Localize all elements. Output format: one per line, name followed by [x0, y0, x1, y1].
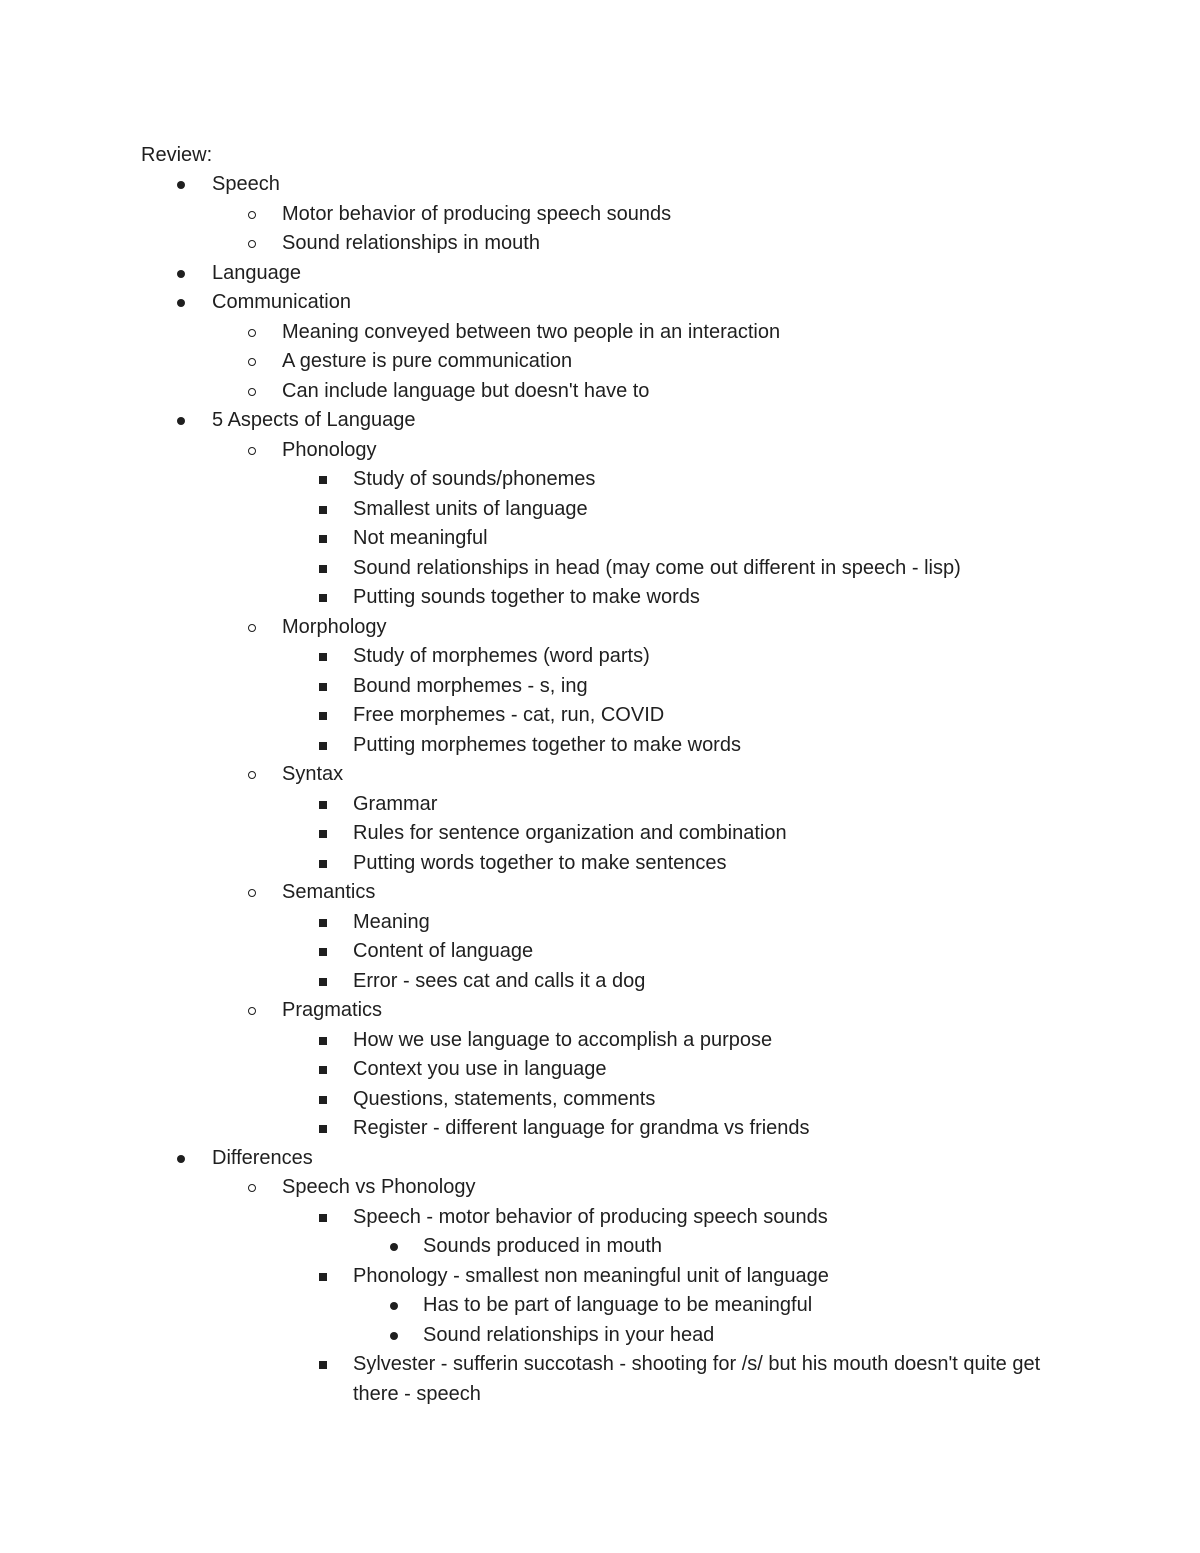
list-item — [0, 465, 1200, 495]
list-item — [0, 406, 1200, 436]
bullet-square-icon — [319, 535, 327, 543]
list-item — [0, 318, 1200, 348]
list-item-text: Speech - motor behavior of producing speech sounds — [353, 1205, 828, 1228]
list-item — [0, 1291, 1200, 1321]
list-item-text: Putting sounds together to make words — [353, 586, 700, 608]
list-item-text: Questions, statements, comments — [353, 1087, 656, 1110]
list-item — [0, 259, 1200, 289]
list-item — [0, 701, 1200, 731]
list-item — [0, 1114, 1200, 1144]
bullet-square-icon — [319, 476, 327, 484]
list-item-text: Sound relationships in mouth — [282, 232, 540, 254]
list-item-text: Differences — [212, 1146, 313, 1169]
list-item-text: Grammar — [353, 792, 438, 815]
bullet-square-icon — [319, 1214, 327, 1222]
bullet-filled-circle-icon — [177, 1155, 185, 1163]
list-item-text: Context you use in language — [353, 1058, 607, 1080]
list-item — [0, 347, 1200, 377]
bullet-filled-circle-icon — [177, 270, 185, 278]
list-item — [0, 1144, 1200, 1174]
list-item-text: A gesture is pure communication — [282, 350, 573, 372]
list-item — [0, 1232, 1200, 1262]
bullet-square-icon — [319, 712, 327, 720]
list-item — [0, 642, 1200, 672]
bullet-square-icon — [319, 1066, 327, 1074]
bullet-square-icon — [319, 948, 327, 956]
heading: Review: — [141, 144, 213, 166]
bullet-hollow-circle-icon — [248, 240, 256, 248]
list-item-text: 5 Aspects of Language — [212, 409, 416, 431]
bullet-filled-circle-icon — [390, 1302, 398, 1310]
list-item-text: Putting words together to make sentences — [353, 851, 727, 874]
list-item-text: Register - different language for grandma vs friends — [353, 1117, 810, 1139]
list-item-text: Sound relationships in your head — [423, 1323, 715, 1346]
list-item-text: Speech — [212, 173, 280, 195]
list-item-text: Bound morphemes - s, ing — [353, 674, 588, 697]
list-item-text: Smallest units of language — [353, 497, 588, 520]
list-item-text: Phonology - smallest non meaningful unit of language — [353, 1264, 829, 1287]
list-item — [0, 672, 1200, 702]
bullet-filled-circle-icon — [177, 417, 185, 425]
list-item — [0, 849, 1200, 879]
list-item-text: Meaning conveyed between two people in an interaction — [282, 320, 781, 343]
list-item — [0, 1262, 1200, 1292]
bullet-hollow-circle-icon — [248, 624, 256, 632]
bullet-hollow-circle-icon — [248, 771, 256, 779]
list-item-text: Motor behavior of producing speech sounds — [282, 202, 672, 225]
list-item — [0, 554, 1200, 584]
bullet-hollow-circle-icon — [248, 388, 256, 396]
list-item-text: Communication — [212, 291, 351, 313]
list-item — [0, 1055, 1200, 1085]
list-item-text: Study of morphemes (word parts) — [353, 645, 650, 667]
bullet-square-icon — [319, 978, 327, 986]
bullet-square-icon — [319, 801, 327, 809]
list-item-text: Language — [212, 261, 301, 284]
bullet-square-icon — [319, 506, 327, 514]
list-item — [0, 878, 1200, 908]
bullet-square-icon — [319, 830, 327, 838]
list-item — [0, 436, 1200, 466]
bullet-hollow-circle-icon — [248, 447, 256, 455]
bullet-square-icon — [319, 594, 327, 602]
list-item — [0, 229, 1200, 259]
list-item-text: Not meaningful — [353, 527, 488, 549]
bullet-hollow-circle-icon — [248, 358, 256, 366]
list-item — [0, 967, 1200, 997]
list-item-text: Syntax — [282, 763, 344, 785]
list-item — [0, 495, 1200, 525]
list-item — [0, 377, 1200, 407]
list-item — [0, 1203, 1200, 1233]
list-item-text: Error - sees cat and calls it a dog — [353, 969, 646, 992]
list-item — [0, 1350, 1200, 1409]
bullet-hollow-circle-icon — [248, 329, 256, 337]
list-item — [0, 200, 1200, 230]
list-item-text: Study of sounds/phonemes — [353, 468, 596, 490]
list-item — [0, 1085, 1200, 1115]
list-item — [0, 583, 1200, 613]
list-item — [0, 908, 1200, 938]
bullet-square-icon — [319, 742, 327, 750]
list-item-text: Meaning — [353, 910, 430, 933]
list-item-text: Putting morphemes together to make words — [353, 733, 741, 756]
bullet-square-icon — [319, 1037, 327, 1045]
bullet-hollow-circle-icon — [248, 889, 256, 897]
list-item-text: Rules for sentence organization and combination — [353, 822, 787, 844]
bullet-hollow-circle-icon — [248, 1184, 256, 1192]
bullet-square-icon — [319, 653, 327, 661]
list-item-text: Phonology — [282, 438, 377, 461]
bullet-hollow-circle-icon — [248, 1007, 256, 1015]
list-item-text: How we use language to accomplish a purpose — [353, 1028, 773, 1051]
list-item-text: Sounds produced in mouth — [423, 1235, 663, 1257]
list-item-text: Free morphemes - cat, run, COVID — [353, 704, 665, 726]
bullet-filled-circle-icon — [390, 1332, 398, 1340]
list-item — [0, 1026, 1200, 1056]
bullet-square-icon — [319, 1096, 327, 1104]
outline-list — [0, 170, 1200, 1409]
list-item — [0, 1173, 1200, 1203]
bullet-square-icon — [319, 1273, 327, 1281]
bullet-square-icon — [319, 860, 327, 868]
list-item — [0, 1321, 1200, 1351]
list-item-text: Content of language — [353, 940, 534, 962]
list-item — [0, 790, 1200, 820]
bullet-square-icon — [319, 1125, 327, 1133]
list-item — [0, 613, 1200, 643]
list-item-text: Has to be part of language to be meaningful — [423, 1294, 813, 1316]
list-item-text: Sylvester - sufferin succotash - shooting for /s/ but his mouth doesn't quite get there - speech — [353, 1353, 1041, 1405]
bullet-square-icon — [319, 919, 327, 927]
bullet-hollow-circle-icon — [248, 211, 256, 219]
list-item — [0, 937, 1200, 967]
bullet-square-icon — [319, 565, 327, 573]
bullet-filled-circle-icon — [390, 1243, 398, 1251]
list-item — [0, 524, 1200, 554]
bullet-filled-circle-icon — [177, 299, 185, 307]
list-item-text: Semantics — [282, 881, 376, 903]
list-item — [0, 996, 1200, 1026]
list-item — [0, 170, 1200, 200]
bullet-square-icon — [319, 683, 327, 691]
list-item-text: Sound relationships in head (may come out different in speech - lisp) — [353, 556, 961, 579]
list-item-text: Can include language but doesn't have to — [282, 379, 650, 402]
list-item — [0, 760, 1200, 790]
list-item — [0, 288, 1200, 318]
list-item-text: Pragmatics — [282, 999, 383, 1021]
list-item — [0, 731, 1200, 761]
list-item-text: Morphology — [282, 615, 387, 638]
bullet-filled-circle-icon — [177, 181, 185, 189]
list-item — [0, 819, 1200, 849]
list-item-text: Speech vs Phonology — [282, 1176, 476, 1198]
bullet-square-icon — [319, 1361, 327, 1369]
